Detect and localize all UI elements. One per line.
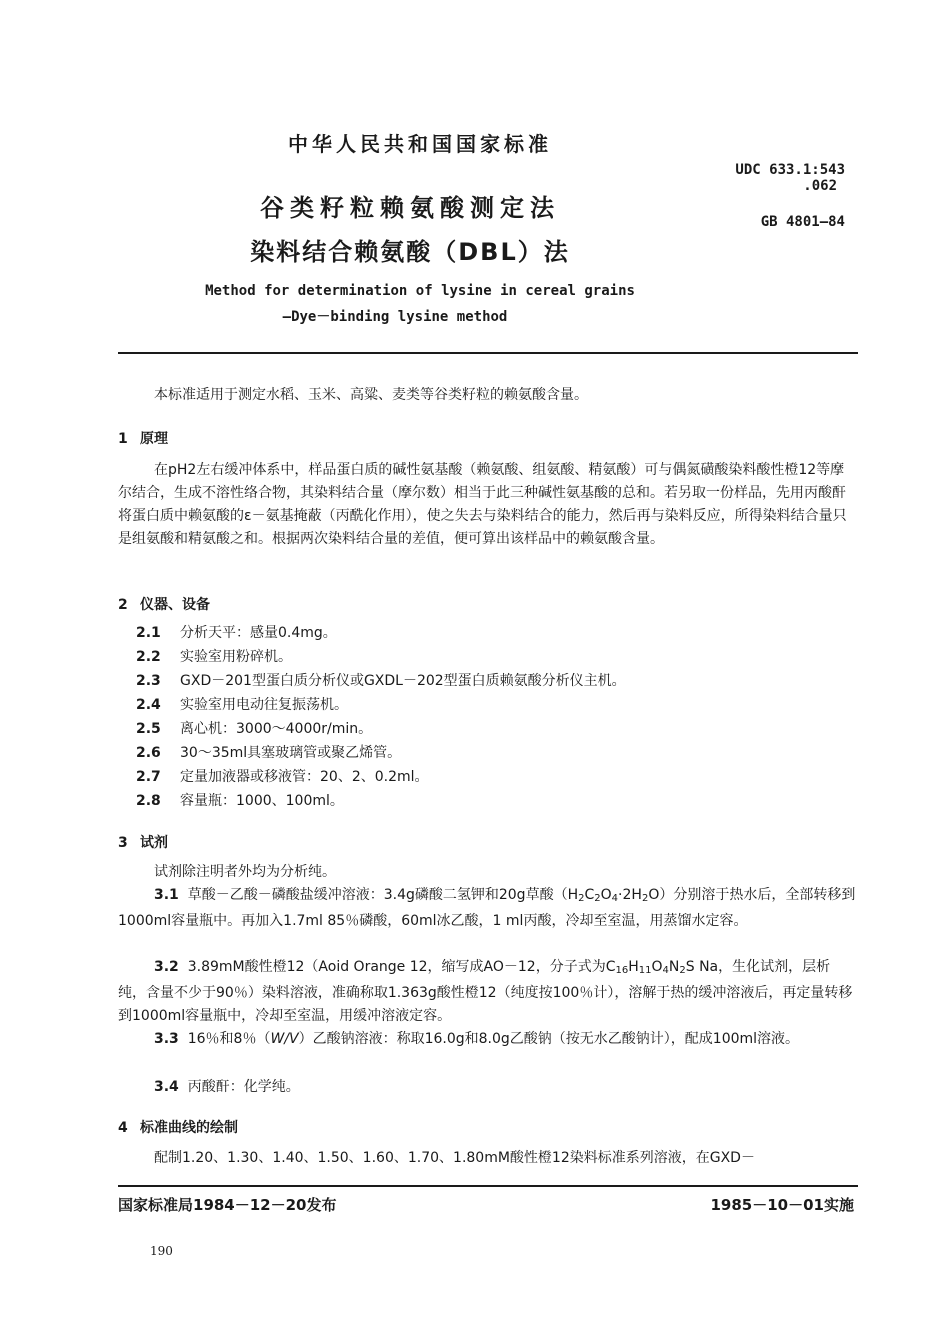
section-1-heading	[118, 428, 168, 448]
item-text: 离心机：3000～4000r/min。	[180, 721, 373, 737]
item-number: 3.4	[154, 1079, 179, 1095]
section-3-intro: 试剂除注明者外均为分析纯。	[154, 864, 336, 880]
item-text: 分析天平：感量0.4mg。	[180, 625, 337, 641]
list-item	[136, 790, 856, 813]
item-text: 实验室用电动往复振荡机。	[180, 697, 348, 713]
item-text: 实验室用粉碎机。	[180, 649, 292, 665]
item-number: 2.2	[136, 649, 161, 665]
item-text: C	[584, 887, 595, 903]
item-number: 2.8	[136, 793, 161, 809]
item-text: S Na，生化试剂，层析纯，含量不少于90％）染料溶液，准确称取1.363g酸性橙12（纯度按100％计），溶解于热的缓冲溶液后，再定量转移到1000ml容量瓶中，冷却至室温，用缓冲溶液定容。	[118, 959, 853, 1024]
item-number: 3.2	[154, 959, 179, 975]
section-title: 标准曲线的绘制	[140, 1120, 238, 1136]
gb-number: GB 4801—84	[760, 214, 845, 230]
national-standard-label: 中华人民共和国国家标准	[288, 132, 552, 156]
title-cn-line-2: 染料结合赖氨酸（DBL）法	[250, 238, 570, 266]
list-item	[136, 646, 856, 669]
subscript: 2	[679, 965, 686, 976]
item-text: H	[628, 959, 639, 975]
item-text: ·2H	[618, 887, 642, 903]
title-en-line-2: —Dye－binding lysine method	[282, 309, 508, 325]
subscript: 2	[641, 893, 649, 904]
effective-date: 1985－10－01实施	[710, 1196, 854, 1214]
subscript: 2	[594, 893, 601, 904]
subscript: 4	[611, 893, 619, 904]
section-title: 仪器、设备	[140, 597, 210, 613]
item-number: 2.1	[136, 625, 161, 641]
subscript: 4	[662, 965, 669, 976]
section-2-heading	[118, 594, 210, 614]
section-title: 试剂	[140, 835, 168, 851]
intro-paragraph: 本标准适用于测定水稻、玉米、高粱、麦类等谷类籽粒的赖氨酸含量。	[154, 387, 588, 403]
title-cn-line-1: 谷类籽粒赖氨酸测定法	[260, 194, 560, 222]
top-divider	[118, 352, 858, 354]
item-text: ）乙酸钠溶液：称取16.0g和8.0g乙酸钠（按无水乙酸钠计），配成100ml溶液。	[298, 1031, 800, 1047]
section-3-heading	[118, 832, 168, 852]
item-number: 3.3	[154, 1031, 179, 1047]
list-item	[136, 670, 856, 693]
list-item	[136, 742, 856, 765]
list-item	[136, 766, 856, 789]
item-text: O）分别溶于热水后，全部转移到1000ml容量瓶中。再加入1.7ml 85％磷酸，60ml冰乙酸，1 ml丙酸，冷却至室温，用蒸馏水定容。	[118, 887, 856, 929]
section-number: 4	[118, 1120, 128, 1136]
item-text: 3.89mM酸性橙12（Aoid Orange 12，缩写成AO－12，分子式为C	[187, 959, 616, 975]
section-4-heading	[118, 1117, 238, 1137]
item-text: 容量瓶：1000、100ml。	[180, 793, 344, 809]
reagent-3-3	[118, 1028, 858, 1051]
item-number: 2.6	[136, 745, 161, 761]
reagent-3-4	[118, 1076, 858, 1099]
item-text: GXD－201型蛋白质分析仪或GXDL－202型蛋白质赖氨酸分析仪主机。	[180, 673, 626, 689]
item-text: 定量加液器或移液管：20、2、0.2ml。	[180, 769, 429, 785]
reagent-3-1	[118, 884, 858, 933]
item-text: O	[600, 887, 612, 903]
section-number: 3	[118, 835, 128, 851]
subscript: 2	[578, 893, 585, 904]
section-1-body: 在pH2左右缓冲体系中，样品蛋白质的碱性氨基酸（赖氨酸、组氨酸、精氨酸）可与偶氮磺酸染料酸性橙12等摩尔结合，生成不溶性络合物，其染料结合量（摩尔数）相当于此三种碱性氨基酸的总和。若另取一份样品，先用丙酸酐将蛋白质中赖氨酸的ε－氨基掩蔽（丙酰化作用），使之失去与染料结合的能力，然后再与染料反应，所得染料结合量只是组氨酸和精氨酸之和。根据两次染料结合量的差值，便可算出该样品中的赖氨酸含量。	[118, 462, 847, 547]
item-text: 丙酸酐：化学纯。	[187, 1079, 300, 1095]
item-text: N	[668, 959, 680, 975]
reagent-3-2	[118, 956, 858, 1028]
item-text: W/V	[270, 1031, 299, 1047]
list-item	[136, 622, 856, 645]
item-text: O	[651, 959, 663, 975]
item-number: 2.4	[136, 697, 161, 713]
item-text: 30～35ml具塞玻璃管或聚乙烯管。	[180, 745, 402, 761]
item-number: 2.7	[136, 769, 161, 785]
item-text: 草酸－乙酸－磷酸盐缓冲溶液：3.4g磷酸二氢钾和20g草酸（H	[187, 887, 579, 903]
section-4-body: 配制1.20、1.30、1.40、1.50、1.60、1.70、1.80mM酸性橙12染料标准系列溶液，在GXD－	[154, 1150, 755, 1166]
section-number: 1	[118, 431, 128, 447]
subscript: 16	[615, 965, 629, 976]
list-item	[136, 718, 856, 741]
item-number: 3.1	[154, 887, 179, 903]
title-en-line-1: Method for determination of lysine in cereal grains	[205, 283, 635, 299]
udc-line-1: UDC 633.1:543	[735, 162, 845, 178]
bottom-divider	[118, 1185, 858, 1187]
section-title: 原理	[140, 431, 168, 447]
page-number: 190	[150, 1244, 173, 1258]
section-number: 2	[118, 597, 128, 613]
item-text: 16％和8％（	[187, 1031, 271, 1047]
list-item	[136, 694, 856, 717]
udc-line-2: .062	[803, 178, 837, 194]
item-number: 2.3	[136, 673, 161, 689]
publish-date: 国家标准局1984－12－20发布	[118, 1196, 337, 1214]
subscript: 11	[638, 965, 652, 976]
item-number: 2.5	[136, 721, 161, 737]
